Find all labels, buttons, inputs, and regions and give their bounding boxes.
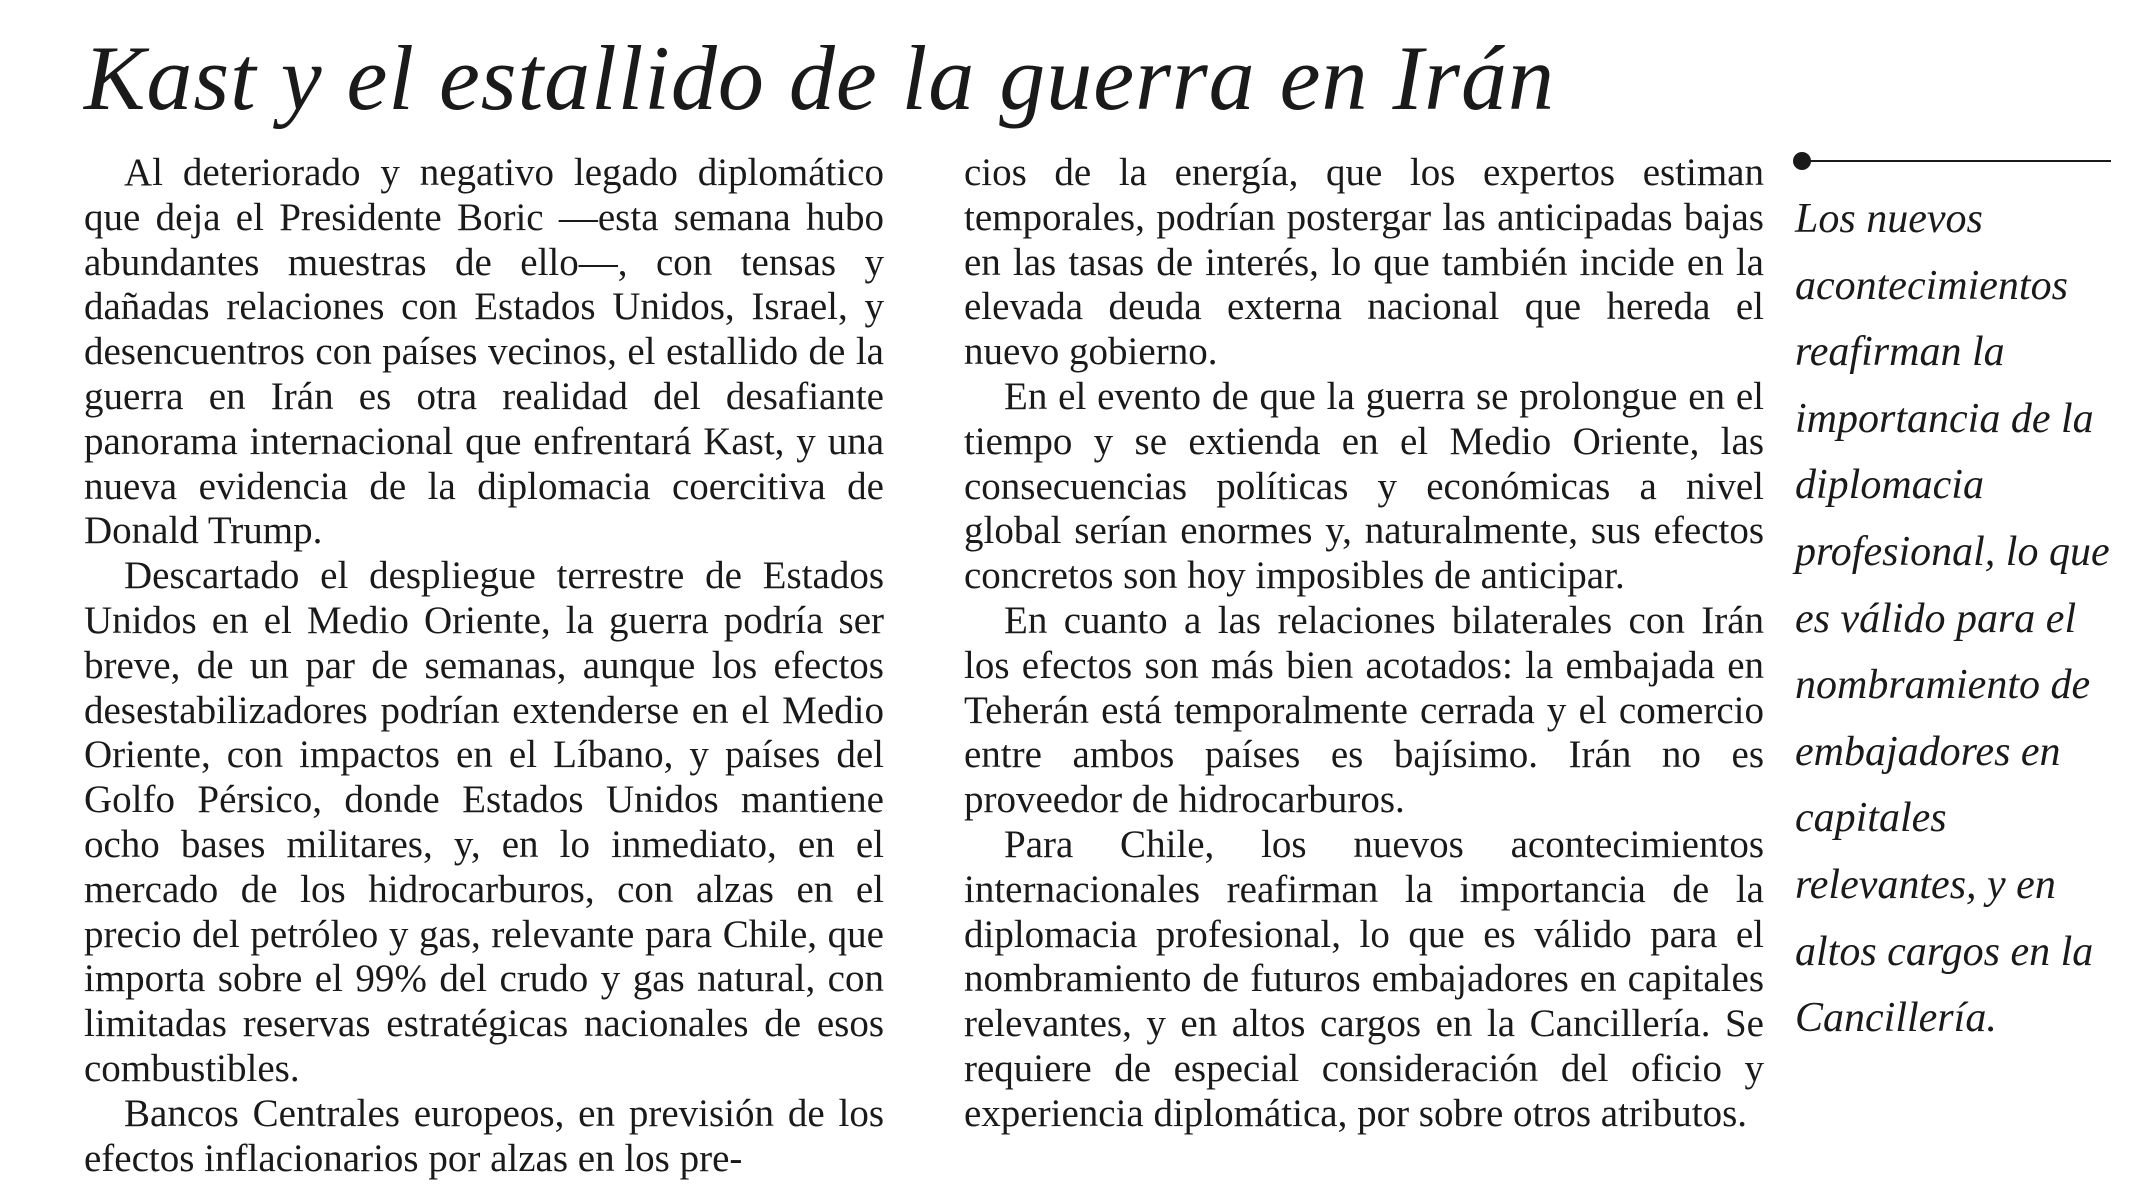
paragraph: En cuanto a las relaciones bilaterales con Irán los efectos son más bien acotados: la embajada en Teherán está temporalmente cerrada y el comercio entre ambos países es bajísimo. Irán no es proveedor de hidrocarburos. bbox=[964, 598, 1764, 822]
pull-quote bbox=[1795, 160, 2115, 1052]
paragraph: Bancos Centrales europeos, en previsión de los efectos inflacionarios por alzas en los pre- bbox=[84, 1091, 884, 1180]
paragraph: Descartado el despliegue terrestre de Estados Unidos en el Medio Oriente, la guerra podría ser breve, de un par de semanas, aunque los efectos desestabilizadores podrían extenderse en el Medio Oriente, con impactos en el Líbano, y países del Golfo Pérsico, donde Estados Unidos mantiene ocho bases militares, y, en lo inmediato, en el mercado de los hidrocarburos, con alzas en el precio del petróleo y gas, relevante para Chile, que importa sobre el 99% del crudo y gas natural, con limitadas reservas estratégicas nacionales de esos combustibles. bbox=[84, 554, 884, 1090]
paragraph: Para Chile, los nuevos acontecimientos internacionales reafirman la importancia de la diplomacia profesional, lo que es válido para el nombramiento de futuros embajadores en capitales relevantes, y en altos cargos en la Cancillería. Se requiere de especial consideración del oficio y experiencia diplomática, por sobre otros atributos. bbox=[964, 822, 1764, 1135]
article-column-1 bbox=[84, 151, 884, 1181]
pull-quote-text: Los nuevos acontecimientos reafirman la importancia de la diplomacia profesional, lo que es válido para el nombramiento de embajadores en capitales relevantes, y en altos cargos en la Cancillería. bbox=[1795, 196, 2110, 1042]
bullet-dot-icon bbox=[1793, 152, 1811, 170]
paragraph: cios de la energía, que los expertos estiman temporales, podrían postergar las anticipadas bajas en las tasas de interés, lo que también incide en la elevada deuda externa nacional que hereda el nuevo gobierno. bbox=[964, 151, 1764, 374]
paragraph: En el evento de que la guerra se prolongue en el tiempo y se extienda en el Medio Oriente, las consecuencias políticas y económicas a nivel global serían enormes y, naturalmente, sus efectos concretos son hoy imposibles de anticipar. bbox=[964, 374, 1764, 598]
paragraph: Al deteriorado y negativo legado diplomático que deja el Presidente Boric —esta semana hubo abundantes muestras de ello—, con tensas y dañadas relaciones con Estados Unidos, Israel, y desencuentros con países vecinos, el estallido de la guerra en Irán es otra realidad del desafiante panorama internacional que enfrentará Kast, y una nueva evidencia de la diplomacia coercitiva de Donald Trump. bbox=[84, 151, 884, 553]
pull-quote-rule bbox=[1801, 160, 2111, 162]
article-column-2 bbox=[964, 151, 1764, 1137]
headline: Kast y el estallido de la guerra en Irán bbox=[84, 27, 1555, 129]
